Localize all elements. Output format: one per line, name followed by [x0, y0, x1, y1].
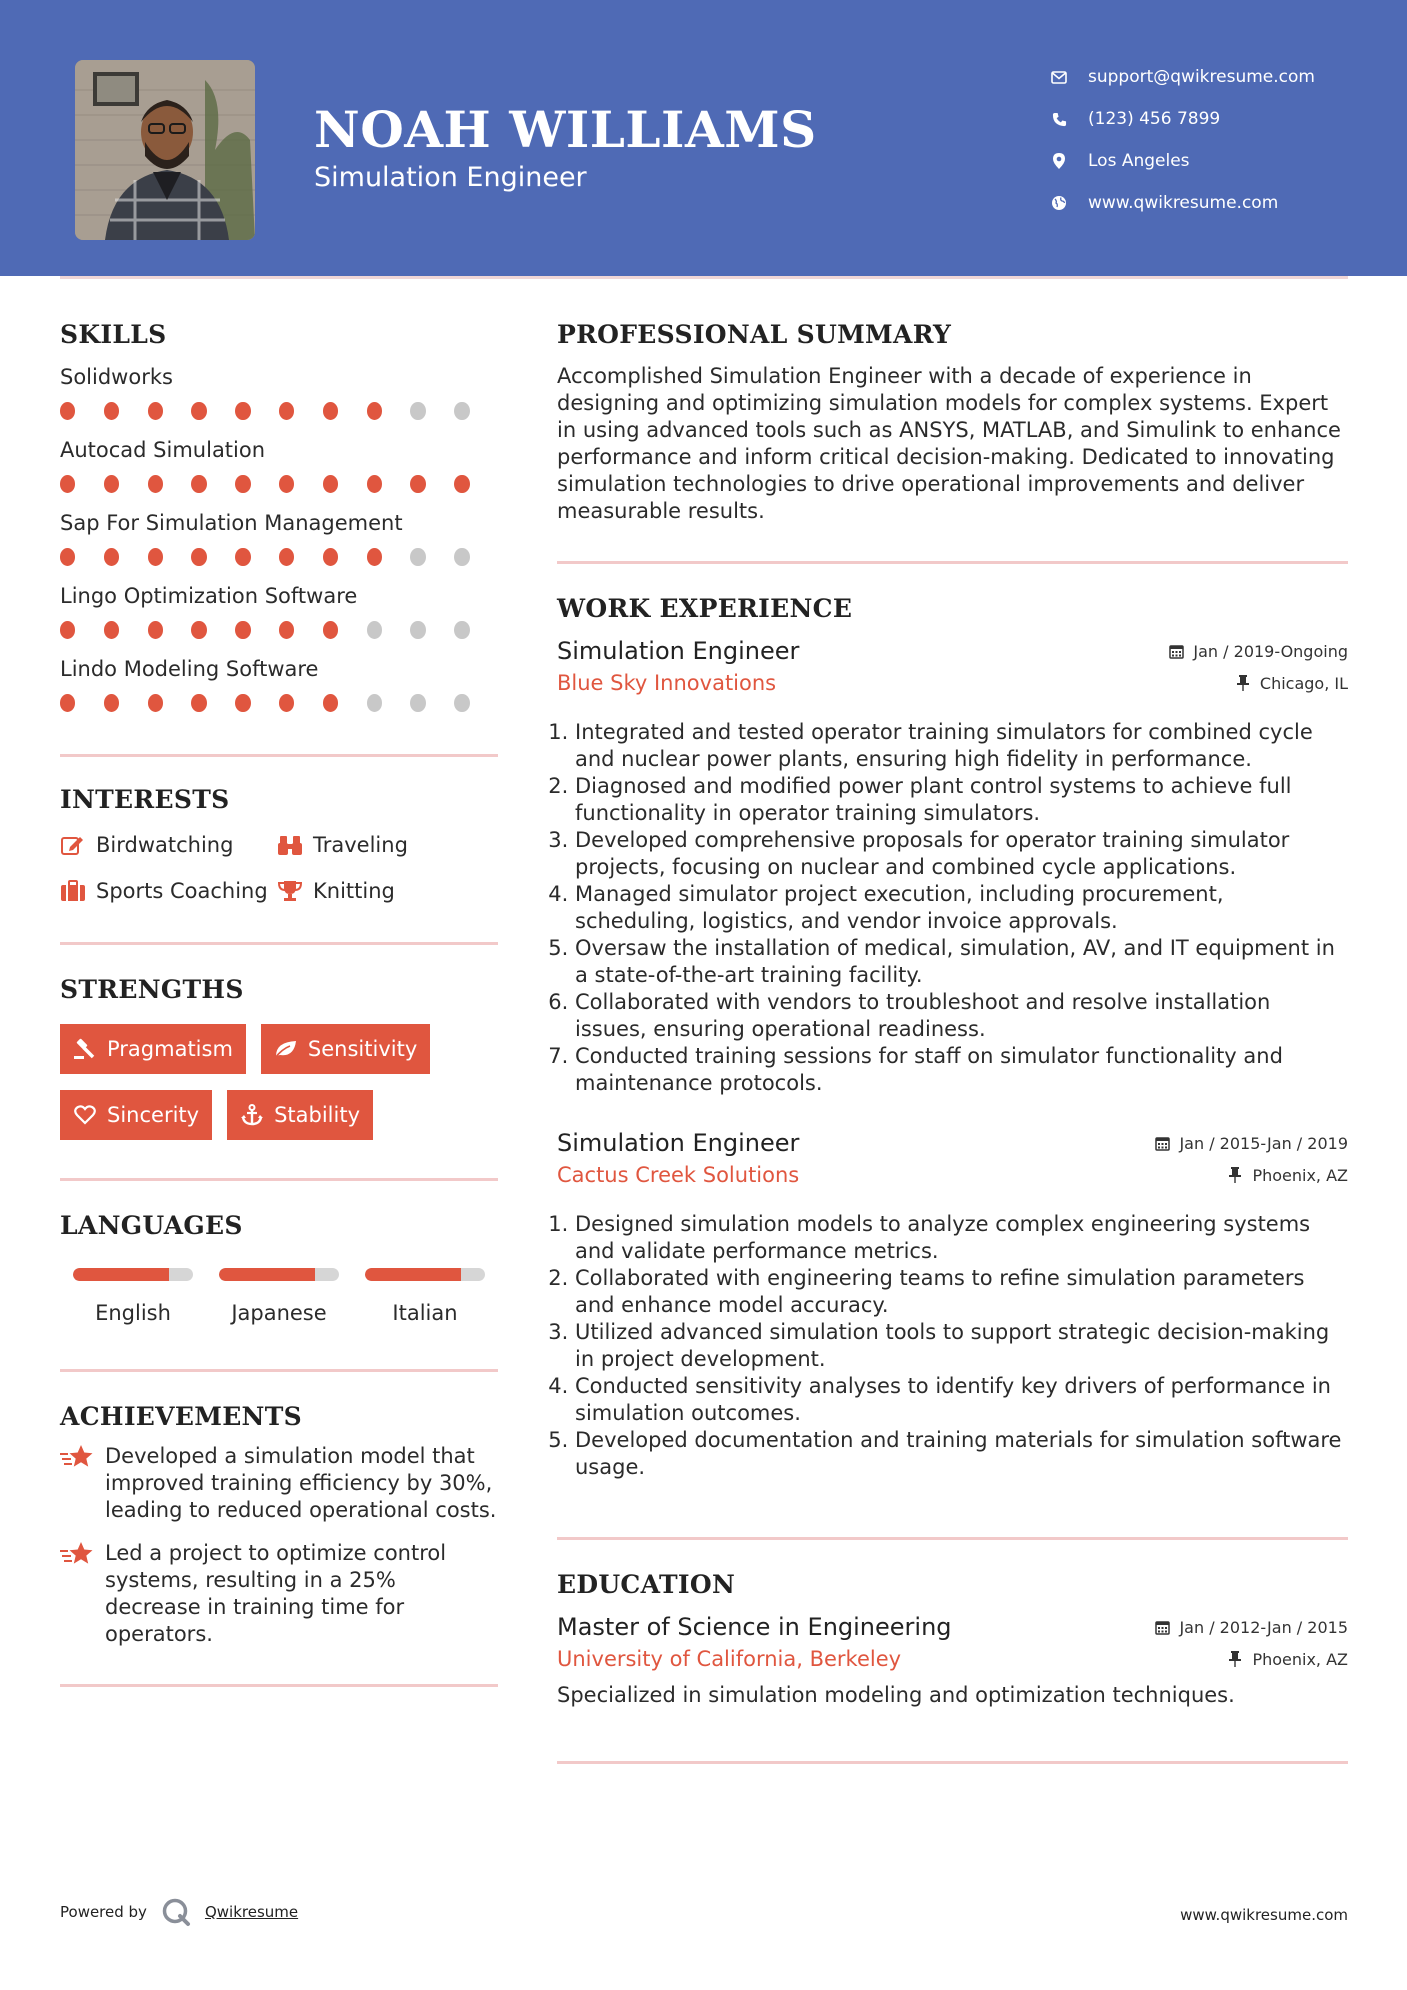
section-divider [60, 942, 498, 945]
contact-website-text: www.qwikresume.com [1088, 193, 1279, 213]
job-dates-text: Jan / 2019-Ongoing [1193, 642, 1348, 661]
job-duty: 4. Conducted sensitivity analyses to identify key drivers of performance in simulation outcomes. [575, 1373, 1348, 1427]
education-location [1227, 1650, 1348, 1669]
skill-name: Autocad Simulation [60, 438, 266, 462]
strengths-heading: STRENGTHS [60, 975, 244, 1004]
company-name: Cactus Creek Solutions [557, 1163, 800, 1187]
summary-text: Accomplished Simulation Engineer with a decade of experience in designing and optimizing simulation models for complex systems. Expert in using advanced tools such as ANSYS, MATLAB, and Simulink to enhance performance and inform critical decision-making. Dedicated to innovating simulation technologies to drive operational improvements and deliver measurable results. [557, 364, 1341, 523]
rating-dot [235, 475, 250, 493]
language-level-fill [219, 1268, 315, 1281]
education-heading: EDUCATION [557, 1570, 736, 1599]
interest-item [277, 878, 477, 904]
interest-item [277, 832, 477, 858]
section-divider [60, 1178, 498, 1181]
job-dates-text: Jan / 2015-Jan / 2019 [1179, 1134, 1348, 1153]
rating-dot [323, 621, 338, 639]
language-level-bar [73, 1268, 193, 1281]
left-column [60, 320, 498, 1687]
rating-dot [454, 548, 469, 566]
rating-dot [104, 548, 119, 566]
job-duties-list [557, 1211, 1348, 1481]
location-icon [1050, 152, 1068, 170]
skill-name: Lingo Optimization Software [60, 584, 358, 608]
achievement-item [60, 1540, 498, 1648]
rating-dot [148, 621, 163, 639]
education-dates [1154, 1618, 1348, 1637]
language-item [60, 1268, 206, 1325]
rating-dot [410, 694, 425, 712]
rating-dot [454, 475, 469, 493]
achievements-heading: ACHIEVEMENTS [60, 1402, 302, 1431]
education-entry [557, 1613, 1348, 1707]
pin-icon [1235, 675, 1251, 691]
rating-dot [367, 548, 382, 566]
job-title: Simulation Engineer [557, 1129, 800, 1157]
achievements-section [60, 1402, 498, 1648]
interests-section [60, 785, 498, 904]
skill-item [60, 657, 498, 712]
strength-label: Sensitivity [307, 1037, 418, 1061]
strength-label: Stability [274, 1103, 361, 1127]
job-duty: 5. Oversaw the installation of medical, simulation, AV, and IT equipment in a state-of-the-art training facility. [575, 935, 1348, 989]
job-duty: 3. Utilized advanced simulation tools to support strategic decision-making in project development. [575, 1319, 1348, 1373]
rating-dot [410, 402, 425, 420]
rating-dot [191, 402, 206, 420]
languages-section [60, 1211, 498, 1325]
skill-name: Lindo Modeling Software [60, 657, 319, 681]
language-level-fill [73, 1268, 169, 1281]
rating-dot [191, 621, 206, 639]
powered-by-text: Powered by [60, 1903, 147, 1921]
rating-dot [104, 475, 119, 493]
job-duty: 4. Managed simulator project execution, including procurement, scheduling, logistics, and vendor invoice approvals. [575, 881, 1348, 935]
rating-dot [410, 475, 425, 493]
rating-dot [367, 694, 382, 712]
rating-dot [60, 475, 75, 493]
summary-section [557, 320, 1348, 525]
language-name: Italian [392, 1301, 458, 1325]
rating-dot [279, 548, 294, 566]
rating-dot [454, 402, 469, 420]
languages-list [60, 1268, 498, 1325]
rating-dot [104, 402, 119, 420]
section-divider [557, 561, 1348, 564]
summary-heading: PROFESSIONAL SUMMARY [557, 320, 952, 349]
binoculars-icon [277, 832, 303, 858]
job-location [1227, 1166, 1348, 1185]
job-location-text: Chicago, IL [1259, 673, 1348, 693]
experience-section [557, 594, 1348, 1481]
language-level-bar [365, 1268, 485, 1281]
skills-section [60, 320, 498, 712]
rating-dot [323, 475, 338, 493]
job-duty: 2. Diagnosed and modified power plant control systems to achieve full functionality in operator training simulators. [575, 773, 1348, 827]
strengths-list [60, 1024, 510, 1156]
rating-dot [367, 402, 382, 420]
rating-dot [279, 475, 294, 493]
rating-dot [410, 621, 425, 639]
rating-dot [367, 475, 382, 493]
skill-name: Sap For Simulation Management [60, 511, 403, 535]
edit-icon [60, 832, 86, 858]
skill-name: Solidworks [60, 365, 173, 389]
job-duty: 1. Integrated and tested operator training simulators for combined cycle and nuclear power plants, ensuring high fidelity in performance. [575, 719, 1348, 773]
phone-icon [1050, 110, 1068, 128]
header-divider [60, 276, 1348, 279]
strengths-section [60, 975, 498, 1156]
interests-list [60, 832, 498, 904]
strength-badge [227, 1090, 373, 1140]
job-entry [557, 637, 1348, 1097]
qwikresume-logo-icon [161, 1897, 191, 1927]
contact-email-text: support@qwikresume.com [1088, 67, 1315, 87]
language-level-fill [365, 1268, 461, 1281]
globe-icon [1050, 194, 1068, 212]
interests-heading: INTERESTS [60, 785, 230, 814]
rating-dot [235, 694, 250, 712]
language-level-bar [219, 1268, 339, 1281]
strength-badge [60, 1024, 246, 1074]
star-icon [60, 1443, 94, 1473]
rating-dot [60, 548, 75, 566]
rating-dot [60, 694, 75, 712]
briefcase-icon [60, 878, 86, 904]
heart-icon [73, 1103, 97, 1127]
pin-icon [1227, 1167, 1243, 1183]
rating-dot [104, 621, 119, 639]
strength-badge [60, 1090, 212, 1140]
right-column [557, 320, 1348, 1764]
rating-dot [279, 621, 294, 639]
contact-list [1050, 56, 1315, 224]
leaf-icon [274, 1037, 298, 1061]
interest-label: Traveling [313, 833, 408, 857]
education-dates-text: Jan / 2012-Jan / 2015 [1179, 1618, 1348, 1637]
pin-icon [1227, 1651, 1243, 1667]
interest-item [60, 878, 277, 904]
strength-label: Sincerity [107, 1103, 200, 1127]
email-icon [1050, 68, 1068, 86]
languages-heading: LANGUAGES [60, 1211, 243, 1240]
footer-branding [60, 1897, 298, 1927]
skills-heading: SKILLS [60, 320, 167, 349]
rating-dot [235, 621, 250, 639]
rating-dot [279, 402, 294, 420]
section-divider [557, 1761, 1348, 1764]
strength-label: Pragmatism [107, 1037, 233, 1061]
contact-phone-text: (123) 456 7899 [1088, 109, 1221, 129]
job-duties-list [557, 719, 1348, 1097]
contact-website[interactable] [1050, 182, 1315, 224]
interest-label: Birdwatching [96, 833, 234, 857]
achievement-text: Led a project to optimize control systems, resulting in a 25% decrease in training time for operators. [105, 1541, 447, 1646]
calendar-icon [1168, 644, 1184, 660]
rating-dot [60, 402, 75, 420]
job-location-text: Phoenix, AZ [1252, 1165, 1348, 1185]
rating-dot [191, 694, 206, 712]
job-duty: 7. Conducted training sessions for staff on simulator functionality and maintenance protocols. [575, 1043, 1348, 1097]
skill-item [60, 438, 498, 493]
job-entry [557, 1129, 1348, 1481]
rating-dot [148, 548, 163, 566]
interest-label: Knitting [313, 879, 395, 903]
skill-item [60, 584, 498, 639]
education-location-text: Phoenix, AZ [1252, 1649, 1348, 1669]
resume-header [0, 0, 1407, 276]
company-name: Blue Sky Innovations [557, 671, 777, 695]
section-divider [60, 754, 498, 757]
rating-dot [323, 548, 338, 566]
contact-location [1050, 140, 1315, 182]
candidate-title: Simulation Engineer [314, 162, 587, 193]
gavel-icon [73, 1037, 97, 1061]
rating-dot [191, 475, 206, 493]
school-name: University of California, Berkeley [557, 1647, 902, 1671]
skill-rating [60, 694, 498, 712]
job-dates [1154, 1134, 1348, 1153]
achievement-item [60, 1443, 498, 1524]
skill-rating [60, 548, 498, 566]
job-title: Simulation Engineer [557, 637, 800, 665]
job-duty: 6. Collaborated with vendors to troubleshoot and resolve installation issues, ensuring operational readiness. [575, 989, 1348, 1043]
rating-dot [148, 694, 163, 712]
rating-dot [454, 621, 469, 639]
interest-label: Sports Coaching [96, 879, 268, 903]
job-duty: 1. Designed simulation models to analyze complex engineering systems and validate performance metrics. [575, 1211, 1348, 1265]
rating-dot [235, 548, 250, 566]
star-icon [60, 1540, 94, 1570]
achievement-text: Developed a simulation model that improved training efficiency by 30%, leading to reduced operational costs. [105, 1444, 497, 1522]
anchor-icon [240, 1103, 264, 1127]
job-location [1235, 674, 1348, 693]
language-name: Japanese [231, 1301, 327, 1325]
job-duty: 2. Collaborated with engineering teams to refine simulation parameters and enhance model accuracy. [575, 1265, 1348, 1319]
section-divider [60, 1369, 498, 1372]
job-duty: 5. Developed documentation and training materials for simulation software usage. [575, 1427, 1348, 1481]
language-item [352, 1268, 498, 1325]
rating-dot [454, 694, 469, 712]
skills-list [60, 365, 498, 712]
rating-dot [323, 402, 338, 420]
skill-item [60, 511, 498, 566]
skill-rating [60, 475, 498, 493]
language-name: English [95, 1301, 171, 1325]
calendar-icon [1154, 1136, 1170, 1152]
language-item [206, 1268, 352, 1325]
rating-dot [279, 694, 294, 712]
brand-link[interactable]: Qwikresume [204, 1903, 299, 1921]
skill-rating [60, 621, 498, 639]
job-duty: 3. Developed comprehensive proposals for operator training simulator projects, focusing on nuclear and combined cycle applications. [575, 827, 1348, 881]
rating-dot [148, 475, 163, 493]
skill-rating [60, 402, 498, 420]
candidate-name: NOAH WILLIAMS [314, 100, 817, 159]
rating-dot [148, 402, 163, 420]
calendar-icon [1154, 1620, 1170, 1636]
trophy-icon [277, 878, 303, 904]
footer-url[interactable]: www.qwikresume.com [1180, 1906, 1348, 1924]
education-description: Specialized in simulation modeling and optimization techniques. [557, 1683, 1235, 1707]
profile-photo [75, 60, 255, 240]
skill-item [60, 365, 498, 420]
section-divider [557, 1537, 1348, 1540]
experience-heading: WORK EXPERIENCE [557, 594, 853, 623]
contact-location-text: Los Angeles [1088, 151, 1190, 171]
rating-dot [60, 621, 75, 639]
contact-phone[interactable] [1050, 98, 1315, 140]
strength-badge [261, 1024, 430, 1074]
rating-dot [367, 621, 382, 639]
section-divider [60, 1684, 498, 1687]
degree-title: Master of Science in Engineering [557, 1613, 952, 1641]
job-dates [1168, 642, 1348, 661]
education-section [557, 1570, 1348, 1707]
rating-dot [323, 694, 338, 712]
interest-item [60, 832, 277, 858]
rating-dot [191, 548, 206, 566]
rating-dot [410, 548, 425, 566]
rating-dot [235, 402, 250, 420]
contact-email[interactable] [1050, 56, 1315, 98]
rating-dot [104, 694, 119, 712]
